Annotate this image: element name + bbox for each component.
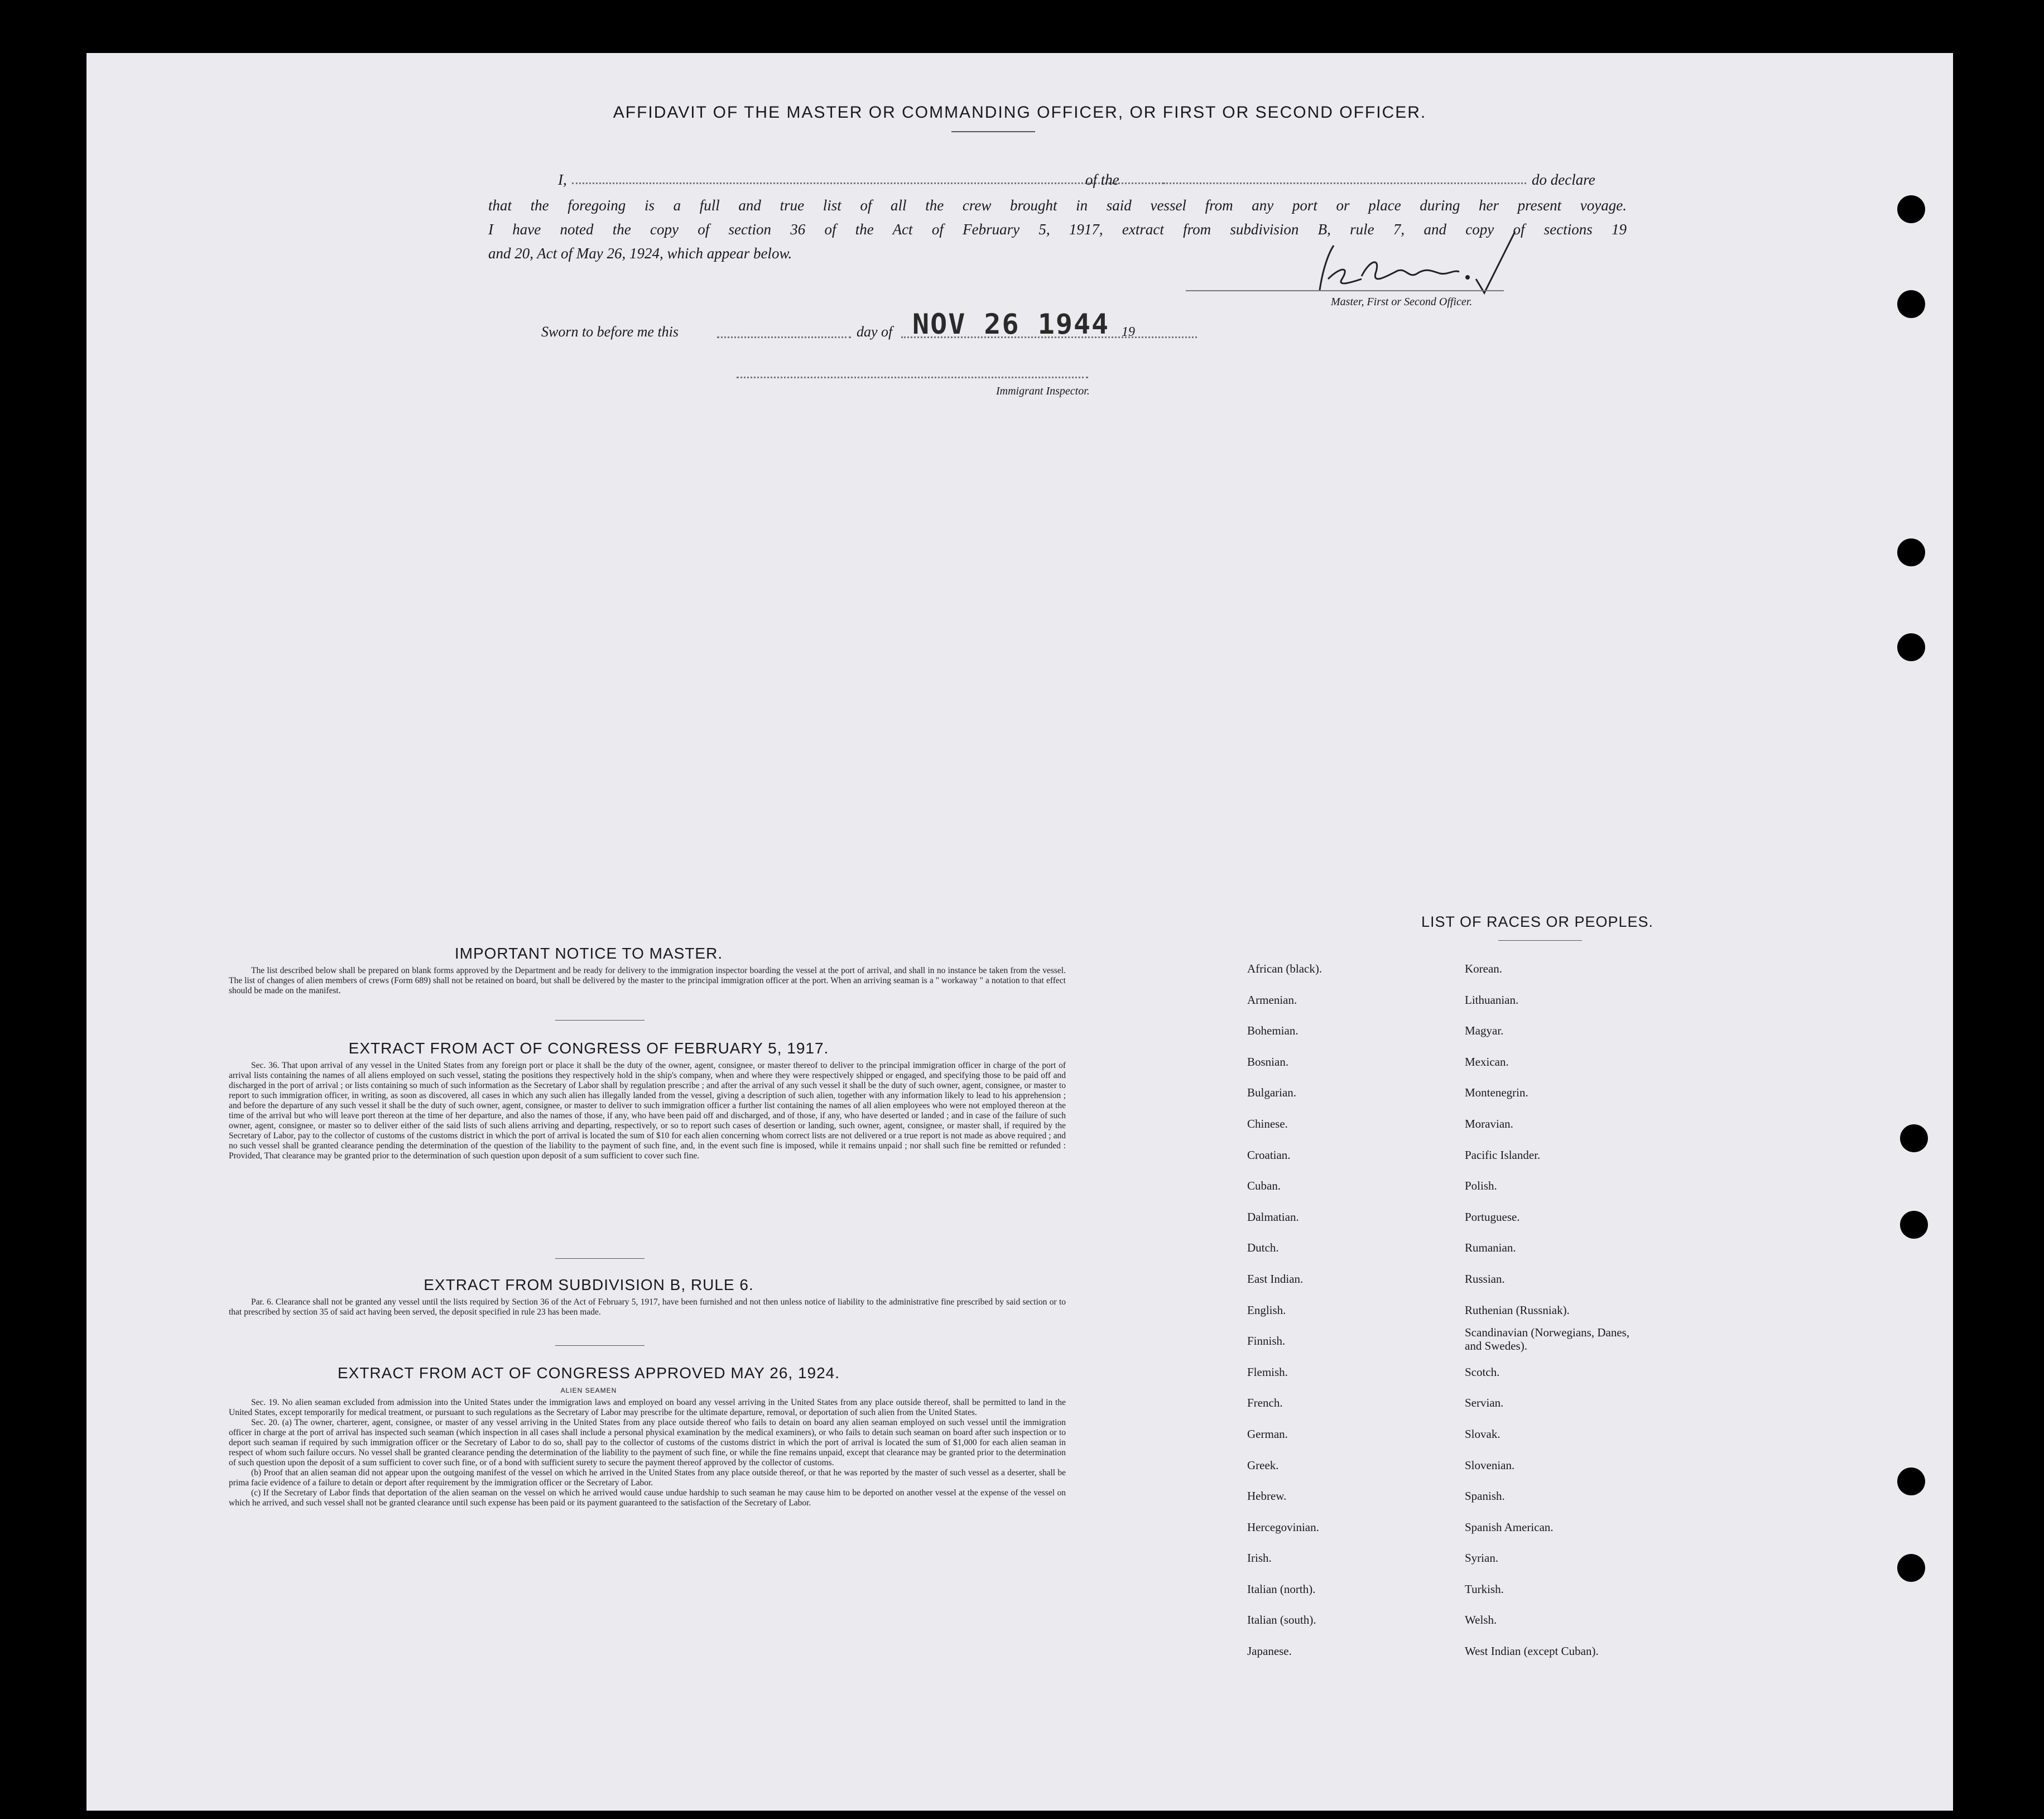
inspector-caption: Immigrant Inspector. (996, 385, 1090, 397)
race-item: Lithuanian. (1465, 993, 1519, 1007)
year-prefix: 19 (1122, 325, 1135, 339)
race-item: German. (1247, 1427, 1288, 1441)
race-item: Slovenian. (1465, 1458, 1515, 1472)
race-item: Dutch. (1247, 1241, 1279, 1255)
punch-hole (1900, 1211, 1928, 1239)
title-divider (951, 131, 1035, 132)
vessel-name-line[interactable] (1163, 182, 1526, 184)
declare-label: do declare (1532, 171, 1595, 188)
affidavit-line-3: and 20, Act of May 26, 1924, which appear below. (488, 245, 792, 262)
race-item: African (black). (1247, 962, 1322, 975)
punch-hole (1900, 1124, 1928, 1152)
race-item: Ruthenian (Russniak). (1465, 1303, 1570, 1317)
affiant-label: I, (558, 171, 567, 188)
notice-divider (555, 1020, 645, 1021)
race-item: Bohemian. (1247, 1024, 1298, 1038)
race-item: Bulgarian. (1247, 1086, 1297, 1100)
inspector-signature-line[interactable] (737, 377, 1088, 378)
affidavit-line-1: that the foregoing is a full and true list of all the crew brought in said vessel from any port or place during her present voyage. (488, 197, 1627, 214)
race-item: Armenian. (1247, 993, 1297, 1007)
date-stamp: NOV 26 1944 (912, 308, 1110, 340)
race-item: Croatian. (1247, 1148, 1291, 1162)
race-item: Greek. (1247, 1458, 1279, 1472)
punch-hole (1897, 290, 1925, 318)
notice-text: The list described below shall be prepared on blank forms approved by the Department and be ready for delivery to the immigration inspector boarding the vessel at the port of arrival, and shall in no instance be taken from the vessel. The list of changes of alien members of crews (Form 689) shall not be retained on board, but shall be delivered by the master to the principal immigration officer at the port. When an arriving seaman is a " workaway " a notation to that effect should be made on the manifest. (229, 966, 1066, 995)
punch-hole (1897, 1554, 1925, 1582)
race-item: Italian (south). (1247, 1613, 1316, 1627)
race-item: Portuguese. (1465, 1210, 1520, 1224)
race-item: Russian. (1465, 1272, 1505, 1286)
race-item: Bosnian. (1247, 1055, 1289, 1069)
punch-hole (1897, 633, 1925, 661)
race-item: Scotch. (1465, 1365, 1500, 1379)
races-title: LIST OF RACES OR PEOPLES. (1421, 913, 1654, 930)
race-item: English. (1247, 1303, 1286, 1317)
extract-1917-divider (555, 1258, 645, 1259)
race-item: Korean. (1465, 962, 1503, 975)
race-item: Japanese. (1247, 1644, 1292, 1658)
race-item: Welsh. (1465, 1613, 1497, 1627)
extract-1917-title: EXTRACT FROM ACT OF CONGRESS OF FEBRUARY 5, 1917. (348, 1040, 829, 1057)
race-item: Rumanian. (1465, 1241, 1516, 1255)
affiant-name-line[interactable] (572, 182, 1163, 184)
punch-hole (1897, 538, 1925, 566)
race-item: Spanish American. (1465, 1520, 1554, 1534)
race-item: Moravian. (1465, 1117, 1513, 1130)
race-item: Hercegovinian. (1247, 1520, 1319, 1534)
extract-1924-subtitle: ALIEN SEAMEN (560, 1387, 617, 1394)
race-item: Flemish. (1247, 1365, 1288, 1379)
race-item: Spanish. (1465, 1489, 1505, 1503)
signature-caption: Master, First or Second Officer. (1331, 296, 1473, 308)
race-item: Servian. (1465, 1396, 1504, 1410)
races-left-column (1247, 954, 1322, 1667)
race-item: Montenegrin. (1465, 1086, 1528, 1100)
sworn-day-line[interactable] (717, 336, 851, 338)
race-item: Magyar. (1465, 1024, 1504, 1038)
affidavit-title: AFFIDAVIT OF THE MASTER OR COMMANDING OFFICER, OR FIRST OR SECOND OFFICER. (613, 103, 1427, 122)
punch-hole (1897, 195, 1925, 223)
master-signature (1309, 226, 1666, 304)
affidavit-line-2: I have noted the copy of section 36 of the Act of February 5, 1917, extract from subdivision B, rule 7, and copy of sections 19 (488, 221, 1627, 238)
sworn-label: Sworn to before me this (541, 324, 679, 340)
races-divider (1498, 940, 1582, 941)
race-item: East Indian. (1247, 1272, 1304, 1286)
race-item: Finnish. (1247, 1334, 1286, 1348)
race-item: French. (1247, 1396, 1283, 1410)
extract-1917-text: Sec. 36. That upon arrival of any vessel in the United States from any foreign port or place it shall be the duty of the owner, agent, consignee, or master thereof to deliver to the principal immigration officer in charge of the port of arrival lists containing the names of all aliens employed on such vessel, stating the positions they respectively hold in the ship's company, when and where they were respectively shipped or engaged, and specifying those to be paid off and discharged in the port of arrival ; or lists containing so much of such information as the Secretary of Labor shall by regulation prescribe ; and after the arrival of any such vessel it shall be the duty of such owner, agent, consignee, or master to report to such immigration officer, in writing, as soon as discovered, all cases in which any such alien has illegally landed from the vessel, giving a description of such alien, together with any information likely to lead to his apprehension ; and before the departure of any such vessel it shall be the duty of such owner, agent, consignee, or master to deliver to such immigration officer a further list containing the names of all alien employees who were not employed thereon at the time of the arrival but who will leave port thereon at the time of her departure, and also the names of those, if any, who have been paid off and discharged, and of those, if any, who have deserted or landed ; and in case of the failure of such owner, agent, consignee, or master so to deliver either of the said lists of such aliens arriving and departing, respectively, or so to report such cases of desertion or landing, such owner, agent, consignee, or master shall, if required by the Secretary of Labor, pay to the collector of customs of the customs district in which the port of arrival is located the sum of $10 for each alien concerning whom correct lists are not delivered or a true report is not made as above required ; and no such vessel shall be granted clearance pending the determination of the question of the liability to the payment of such fine, and, in the event such fine is imposed, while it remains unpaid ; nor shall such fine be remitted or refunded : Provided, That clearance may be granted prior to the determination of such question upon deposit of a sum sufficient to cover such fine. (229, 1061, 1066, 1161)
document-page (86, 53, 1953, 1811)
race-item: West Indian (except Cuban). (1465, 1644, 1599, 1658)
race-item: Hebrew. (1247, 1489, 1287, 1503)
extract-1924-text: Sec. 19. No alien seaman excluded from admission into the United States under the immigration laws and employed on board any vessel arriving in the United States from any place outside thereof, shall be permitted to land in the United States, except temporarily for medical treatment, or pursuant to such regulations as the Secretary of Labor may prescribe for the ultimate departure, removal, or deportation of such alien from the United States. Sec. 20. (a) The owner, charterer, agent, consignee, or master of any vessel arriving in the United States from any place outside thereof who fails to detain on board any alien seaman employed on such vessel until the immigration officer in charge at the port of arrival has inspected such seaman (which inspection in all cases shall include a personal physical examination by the medical examiners), or who fails to detain such seaman on board after such inspection or to deport such seaman if required by such immigration officer or the Secretary of Labor to do so, shall pay to the collector of customs of the customs district in which the port of arrival is located the sum of $1,000 for each alien seaman in respect of whom such failure occurs. No vessel shall be granted clearance pending the determination of the liability to the payment of such fine, or while the fine remains unpaid, except that clearance may be granted prior to the determination of such question upon the deposit of a sum sufficient to cover such fine, or of a bond with sufficient surety to secure the payment thereof approved by the collector of customs. (b) Proof that an alien seaman did not appear upon the outgoing manifest of the vessel on which he arrived in the United States from any place outside thereof, or that he was reported by the master of such vessel as a deserter, shall be prima facie evidence of a failure to detain or deport after requirement by the immigration officer or the Secretary of Labor. (c) If the Secretary of Labor finds that deportation of the alien seaman on the vessel on which he arrived would cause undue hardship to such seaman he may cause him to be deported on another vessel at the expense of the vessel on which he arrived, and such vessel shall not be granted clearance until such expense has been paid or its payment guaranteed to the satisfaction of the Secretary of Labor. (229, 1398, 1066, 1508)
day-of-label: day of (857, 324, 893, 340)
race-item: Pacific Islander. (1465, 1148, 1541, 1162)
extract-rule6-text: Par. 6. Clearance shall not be granted any vessel until the lists required by Section 36 of the Act of February 5, 1917, have been furnished and not then unless notice of liability to the administrative fine prescribed by said section or to that prescribed by section 35 of said act having been served, the deposit specified in rule 23 has been made. (229, 1297, 1066, 1317)
signature-line (1186, 290, 1504, 291)
races-right-column (1465, 954, 1649, 1667)
race-item: Scandinavian (Norwegians, Danes, and Swedes). (1465, 1326, 1630, 1353)
race-item: Syrian. (1465, 1551, 1499, 1565)
extract-rule6-title: EXTRACT FROM SUBDIVISION B, RULE 6. (424, 1276, 754, 1293)
race-item: Dalmatian. (1247, 1210, 1299, 1224)
punch-hole (1897, 1467, 1925, 1495)
extract-1924-title: EXTRACT FROM ACT OF CONGRESS APPROVED MAY 26, 1924. (337, 1364, 840, 1382)
race-item: Cuban. (1247, 1179, 1281, 1193)
race-item: Mexican. (1465, 1055, 1509, 1069)
race-item: Turkish. (1465, 1582, 1504, 1596)
notice-title: IMPORTANT NOTICE TO MASTER. (454, 945, 723, 962)
of-the-label: of the (1085, 171, 1119, 188)
extract-rule6-divider (555, 1345, 645, 1346)
race-item: Polish. (1465, 1179, 1497, 1193)
race-item: Slovak. (1465, 1427, 1500, 1441)
race-item: Chinese. (1247, 1117, 1288, 1130)
race-item: Irish. (1247, 1551, 1272, 1565)
race-item: Italian (north). (1247, 1582, 1316, 1596)
